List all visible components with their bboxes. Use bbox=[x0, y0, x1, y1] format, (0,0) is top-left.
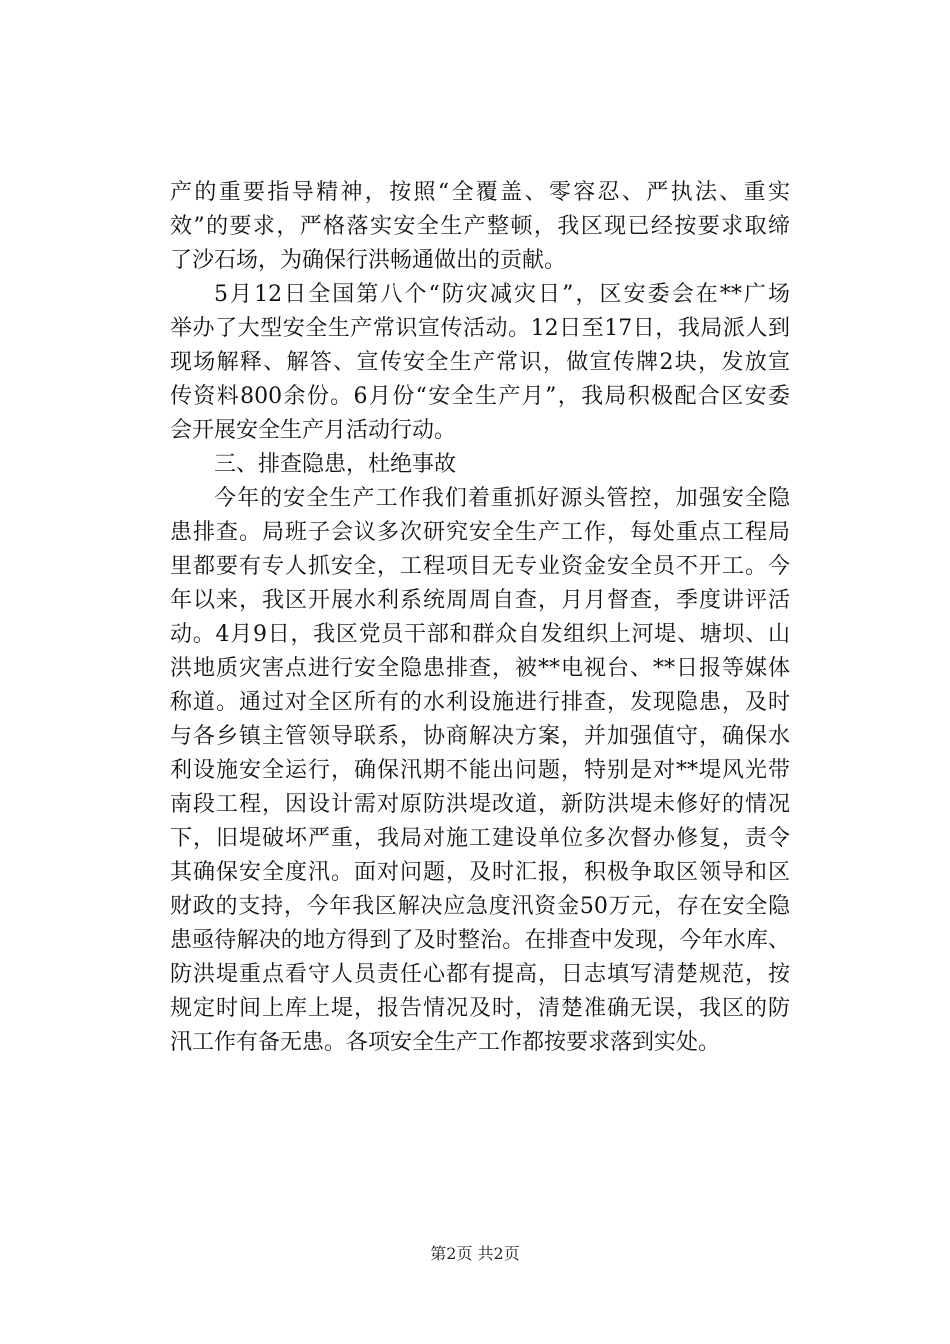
paragraph-line: 与各乡镇主管领导联系，协商解决方案，并加强值守，确保水 bbox=[170, 724, 790, 749]
paragraph-line: 举办了大型安全生产常识宣传活动。12日至17日，我局派人到 bbox=[170, 316, 790, 341]
paragraph-line: 里都要有专人抓安全，工程项目无专业资金安全员不开工。今 bbox=[170, 554, 790, 579]
page-footer: 第2页 共2页 bbox=[430, 1244, 520, 1263]
paragraph-line: 南段工程，因设计需对原防洪堤改道，新防洪堤未修好的情况 bbox=[170, 792, 790, 817]
section-heading: 三、排查隐患，杜绝事故 bbox=[214, 452, 457, 477]
paragraph-line: 规定时间上库上堤，报告情况及时，清楚准确无误，我区的防 bbox=[170, 996, 790, 1021]
paragraph-line: 利设施安全运行，确保汛期不能出问题，特别是对**堤风光带 bbox=[170, 758, 790, 783]
document-body bbox=[170, 176, 790, 1060]
paragraph-line: 患排查。局班子会议多次研究安全生产工作，每处重点工程局 bbox=[170, 520, 790, 545]
paragraph-line: 了沙石场，为确保行洪畅通做出的贡献。 bbox=[170, 248, 567, 273]
paragraph-line: 产的重要指导精神，按照“全覆盖、零容忍、严执法、重实 bbox=[170, 180, 790, 205]
paragraph-line: 称道。通过对全区所有的水利设施进行排查，发现隐患，及时 bbox=[170, 690, 790, 715]
paragraph-line: 动。4月9日，我区党员干部和群众自发组织上河堤、塘坝、山 bbox=[170, 622, 790, 647]
paragraph-line: 患亟待解决的地方得到了及时整治。在排查中发现，今年水库、 bbox=[170, 928, 790, 953]
paragraph-line: 传资料800余份。6月份“安全生产月”，我局积极配合区安委 bbox=[170, 384, 790, 409]
paragraph-line: 今年的安全生产工作我们着重抓好源头管控，加强安全隐 bbox=[214, 486, 790, 511]
paragraph-line: 下，旧堤破坏严重，我局对施工建设单位多次督办修复，责令 bbox=[170, 826, 790, 851]
paragraph-line: 洪地质灾害点进行安全隐患排查，被**电视台、**日报等媒体 bbox=[170, 656, 790, 681]
paragraph-line: 效”的要求，严格落实安全生产整顿，我区现已经按要求取缔 bbox=[170, 214, 790, 239]
paragraph-line: 防洪堤重点看守人员责任心都有提高，日志填写清楚规范，按 bbox=[170, 962, 790, 987]
paragraph-line: 其确保安全度汛。面对问题，及时汇报，积极争取区领导和区 bbox=[170, 860, 790, 885]
paragraph-line: 汛工作有备无患。各项安全生产工作都按要求落到实处。 bbox=[170, 1030, 721, 1055]
paragraph-line: 现场解释、解答、宣传安全生产常识，做宣传牌2块，发放宣 bbox=[170, 350, 790, 375]
paragraph-line: 5月12日全国第八个“防灾减灾日”，区安委会在**广场 bbox=[214, 282, 790, 307]
paragraph-line: 会开展安全生产月活动行动。 bbox=[170, 418, 457, 443]
paragraph-line: 财政的支持，今年我区解决应急度汛资金50万元，存在安全隐 bbox=[170, 894, 790, 919]
paragraph-line: 年以来，我区开展水利系统周周自查，月月督查，季度讲评活 bbox=[170, 588, 790, 613]
